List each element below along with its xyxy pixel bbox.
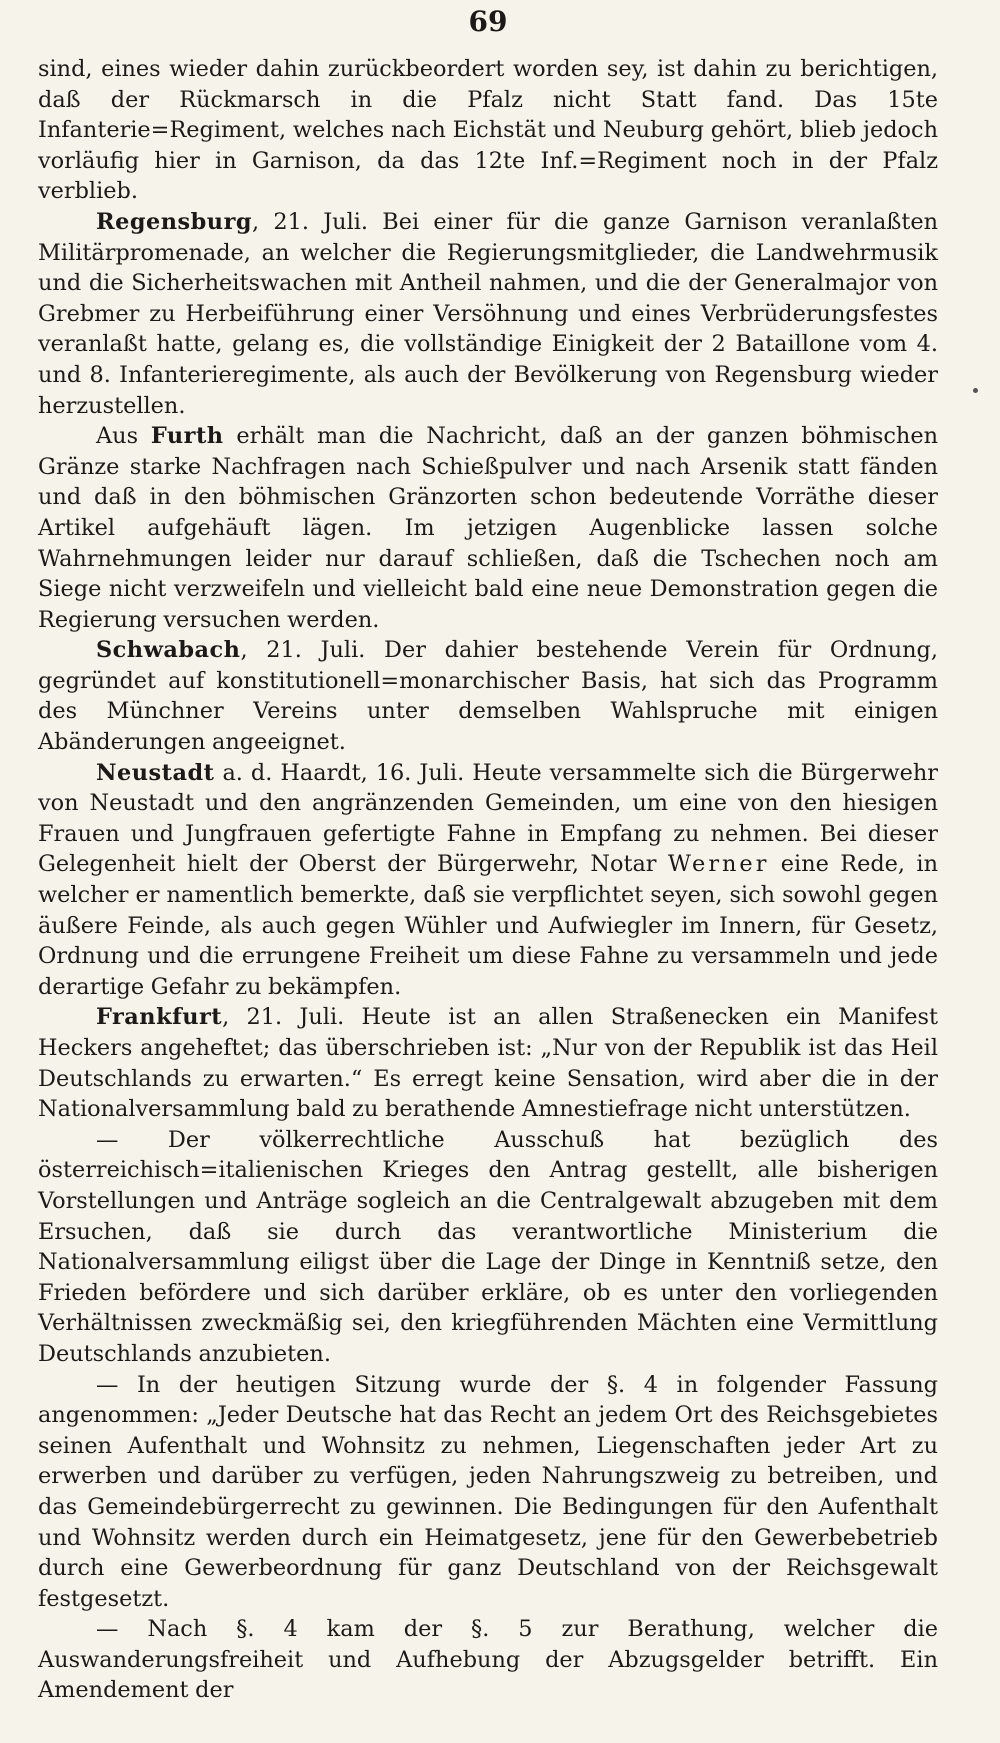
dateline-date: , 21. Juli.: [222, 1004, 345, 1031]
paragraph-lead: Aus: [96, 423, 151, 450]
dateline-date: , 21. Juli.: [252, 208, 369, 235]
article-body: [38, 54, 938, 1706]
dateline-place: Schwabach: [96, 637, 241, 664]
paragraph-neustadt: [38, 758, 938, 1003]
dateline-date: a. d. Haardt, 16. Juli.: [214, 759, 465, 786]
person-name: Werner: [667, 851, 770, 878]
paragraph-text: Heute ist an allen Straßenecken ein Manifest Heckers angeheftet; das überschrieben ist: „Nur von der Republik ist das Heil Deutschlands zu erwarten.“ Es erregt keine Sensation, wird aber die in der Nationalversammlung bald zu berathende Amnestiefrage nicht unterstützen.: [38, 1004, 938, 1123]
paragraph-regensburg: [38, 207, 938, 421]
paragraph-schwabach: [38, 635, 938, 757]
dateline-place: Regensburg: [96, 208, 253, 235]
paragraph-text: Heute versammelte sich die Bürgerwehr von Neustadt und den angränzenden Gemeinden, um eine von den hiesigen Frauen und Jungfrauen gefertigte Fahne in Empfang zu nehmen. Bei dieser Gelegenheit hielt der Oberst der Bürgerwehr, Notar: [38, 759, 938, 878]
paragraph-continuation: [38, 54, 938, 207]
dateline-place: Furth: [150, 423, 224, 450]
dateline-date: , 21. Juli.: [240, 637, 366, 664]
paragraph-paragraph-5: [38, 1614, 938, 1706]
margin-dot: [973, 388, 978, 393]
paragraph-text-continued: eine Rede, in welcher er namentlich bemerkte, daß sie verpflichtet seyen, sich sowohl gegen äußere Feinde, als auch gegen Wühler und Aufwiegler im Innern, für Gesetz, Ordnung und die errungene Freiheit um diese Fahne zu versammeln und jede derartige Gefahr zu bekämpfen.: [38, 851, 938, 1000]
paragraph-text: — Der völkerrechtliche Ausschuß hat bezüglich des österreichisch=italienischen Krieges den Antrag gestellt, alle bisherigen Vorstellungen und Anträge sogleich an die Centralgewalt abzugeben mit dem Ersuchen, daß sie durch das verantwortliche Ministerium die Nationalversammlung eiligst über die Lage der Dinge in Kenntniß setze, den Frieden befördere und sich darüber erkläre, ob es unter den vorliegenden Verhältnissen zweckmäßig sei, den kriegführenden Mächten eine Vermittlung Deutschlands anzubieten.: [38, 1126, 938, 1367]
paragraph-text: Bei einer für die ganze Garnison veranlaßten Militärpromenade, an welcher die Regierungsmitglieder, die Landwehrmusik und die Sicherheitswachen mit Antheil nahmen, und die der Generalmajor von Grebmer zu Herbeiführung einer Versöhnung und eines Verbrüderungsfestes veranlaßt hatte, gelang es, die vollständige Einigkeit der 2 Bataillone vom 4. und 8. Infanterieregimente, als auch der Bevölkerung von Regensburg wieder herzustellen.: [38, 208, 938, 419]
paragraph-frankfurt: [38, 1002, 938, 1124]
dateline-place: Frankfurt: [96, 1004, 223, 1031]
paragraph-text: sind, eines wieder dahin zurückbeordert worden sey, ist dahin zu berichtigen, daß der Rückmarsch in die Pfalz nicht Statt fand. Das 15te Infanterie=Regiment, welches nach Eichstät und Neuburg gehört, blieb jedoch vorläufig hier in Garnison, da das 12te Inf.=Regiment noch in der Pfalz verblieb.: [38, 56, 938, 205]
dateline-place: Neustadt: [96, 759, 215, 786]
paragraph-furth: [38, 421, 938, 635]
paragraph-ausschuss: [38, 1125, 938, 1370]
paragraph-text: — Nach §. 4 kam der §. 5 zur Berathung, welcher die Auswanderungsfreiheit und Aufhebung der Abzugsgelder betrifft. Ein Amendement der: [38, 1616, 938, 1704]
paragraph-text: erhält man die Nachricht, daß an der ganzen böhmischen Gränze starke Nachfragen nach Schießpulver und nach Arsenik statt fänden und daß in den böhmischen Gränzorten schon bedeutende Vorräthe dieser Artikel aufgehäuft lägen. Im jetzigen Augenblicke lassen solche Wahrnehmungen leider nur darauf schließen, daß die Tschechen noch am Siege nicht verzweifeln und vielleicht bald eine neue Demonstration gegen die Regierung versuchen werden.: [38, 423, 938, 633]
paragraph-text: Der dahier bestehende Verein für Ordnung, gegründet auf konstitutionell=monarchischer Basis, hat sich das Programm des Münchner Vereins unter demselben Wahlspruche mit einigen Abänderungen angeeignet.: [38, 637, 938, 756]
paragraph-sitzung: [38, 1370, 938, 1615]
page-number: 69: [468, 5, 508, 38]
paragraph-text: — In der heutigen Sitzung wurde der §. 4 in folgender Fassung angenommen: „Jeder Deutsche hat das Recht an jedem Ort des Reichsgebietes seinen Aufenthalt und Wohnsitz zu nehmen, Liegenschaften jeder Art zu erwerben und darüber zu verfügen, jeden Nahrungszweig zu betreiben, und das Gemeindebürgerrecht zu gewinnen. Die Bedingungen für den Aufenthalt und Wohnsitz werden durch ein Heimatgesetz, jene für den Gewerbebetrieb durch eine Gewerbeordnung für ganz Deutschland von der Reichsgewalt festgesetzt.: [38, 1371, 938, 1612]
